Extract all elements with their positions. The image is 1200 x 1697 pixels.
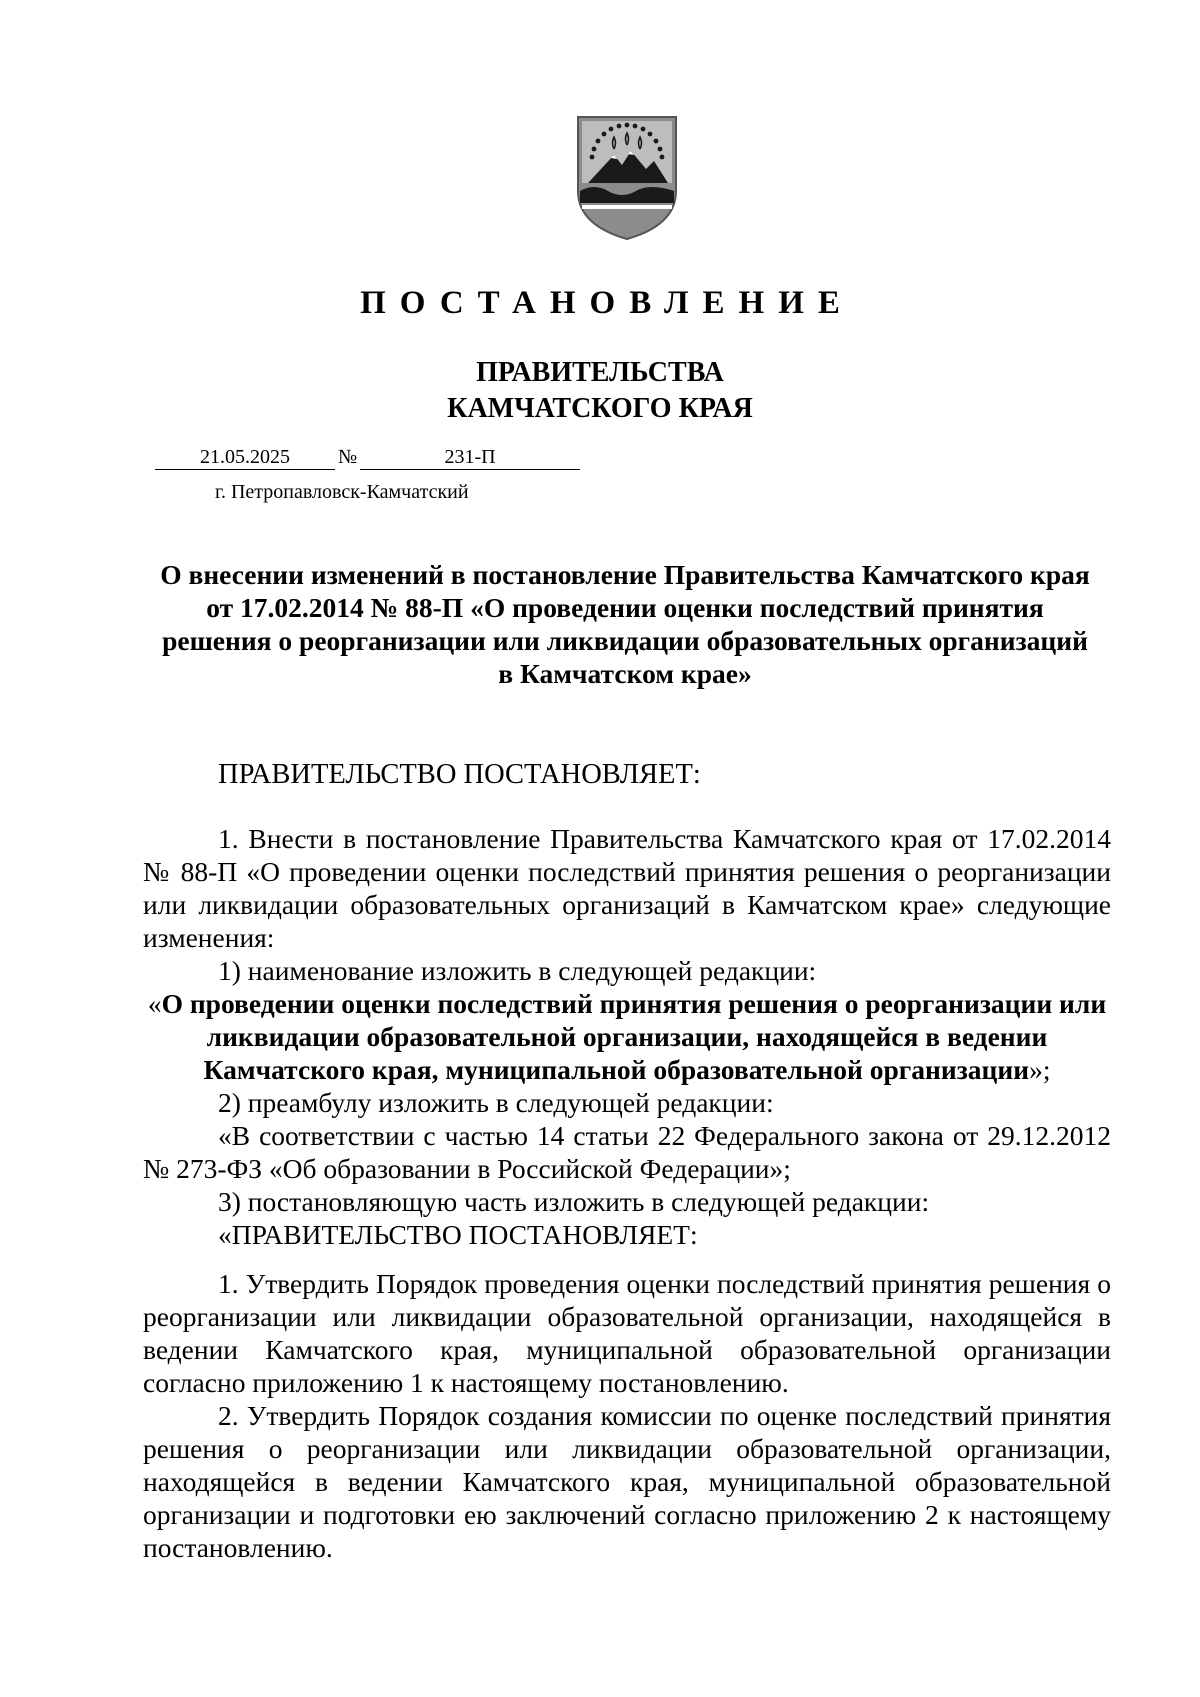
preamble-text: «В соответствии с частью 14 статьи 22 Федерального закона от 29.12.2012 № 273-ФЗ «Об образовании в Российской Федерации»; bbox=[143, 1120, 1111, 1184]
title-line: от 17.02.2014 № 88-П «О проведении оценки последствий принятия bbox=[206, 592, 1044, 623]
city-line: г. Петропавловск-Камчатский bbox=[215, 481, 469, 503]
operative-heading: «ПРАВИТЕЛЬСТВО ПОСТАНОВЛЯЕТ: bbox=[218, 1219, 698, 1250]
number-sign: № bbox=[338, 446, 358, 468]
document-type-heading: ПОСТАНОВЛЕНИЕ bbox=[360, 285, 854, 321]
title-line: решения о реорганизации или ликвидации образовательных организаций bbox=[162, 625, 1088, 656]
new-name-text: О проведении оценки последствий принятия решения о реорганизации или ликвидации образовательной организации, находящейся в ведении Камчатского края, муниципальной образовательной организации bbox=[161, 988, 1107, 1085]
new-name-quote bbox=[143, 987, 1111, 1086]
document-number: 231-П bbox=[360, 445, 580, 470]
quote-open: « bbox=[147, 988, 162, 1019]
document-date: 21.05.2025 bbox=[155, 445, 335, 470]
issuer-line-1: ПРАВИТЕЛЬСТВА bbox=[476, 357, 724, 388]
subparagraph-1: 1) наименование изложить в следующей редакции: bbox=[218, 955, 817, 986]
subparagraph-3: 3) постановляющую часть изложить в следующей редакции: bbox=[218, 1186, 930, 1217]
subparagraph-2: 2) преамбулу изложить в следующей редакции: bbox=[218, 1087, 774, 1118]
quote-close: »; bbox=[1029, 1054, 1051, 1085]
decree-body bbox=[143, 822, 1111, 1251]
title-line: О внесении изменений в постановление Правительства Камчатского края bbox=[160, 559, 1090, 590]
item-1: 1. Утвердить Порядок проведения оценки последствий принятия решения о реорганизации или ликвидации образовательной организации, находящейся в ведении Камчатского края, муниципальной образовательной организации согласно приложению 1 к настоящему постановлению. bbox=[143, 1268, 1111, 1398]
paragraph-1: 1. Внести в постановление Правительства Камчатского края от 17.02.2014 № 88-П «О проведении оценки последствий принятия решения о реорганизации или ликвидации образовательных организаций в Камчатском крае» следующие изменения: bbox=[143, 823, 1111, 953]
date-number-row bbox=[155, 445, 585, 471]
item-2: 2. Утвердить Порядок создания комиссии по оценке последствий принятия решения о реорганизации или ликвидации образовательной организации, находящейся в ведении Камчатского края, муниципальной образовательной организации и подготовки ею заключений согласно приложению 2 к настоящему постановлению. bbox=[143, 1400, 1111, 1563]
issuer-line-2: КАМЧАТСКОГО КРАЯ bbox=[447, 393, 753, 424]
operative-part bbox=[143, 1267, 1111, 1564]
title-line: в Камчатском крае» bbox=[498, 658, 752, 689]
decree-heading: ПРАВИТЕЛЬСТВО ПОСТАНОВЛЯЕТ: bbox=[218, 759, 701, 790]
document-title bbox=[140, 558, 1110, 690]
kamchatka-coat-of-arms-icon bbox=[574, 113, 680, 241]
issuer-block bbox=[0, 355, 1200, 427]
